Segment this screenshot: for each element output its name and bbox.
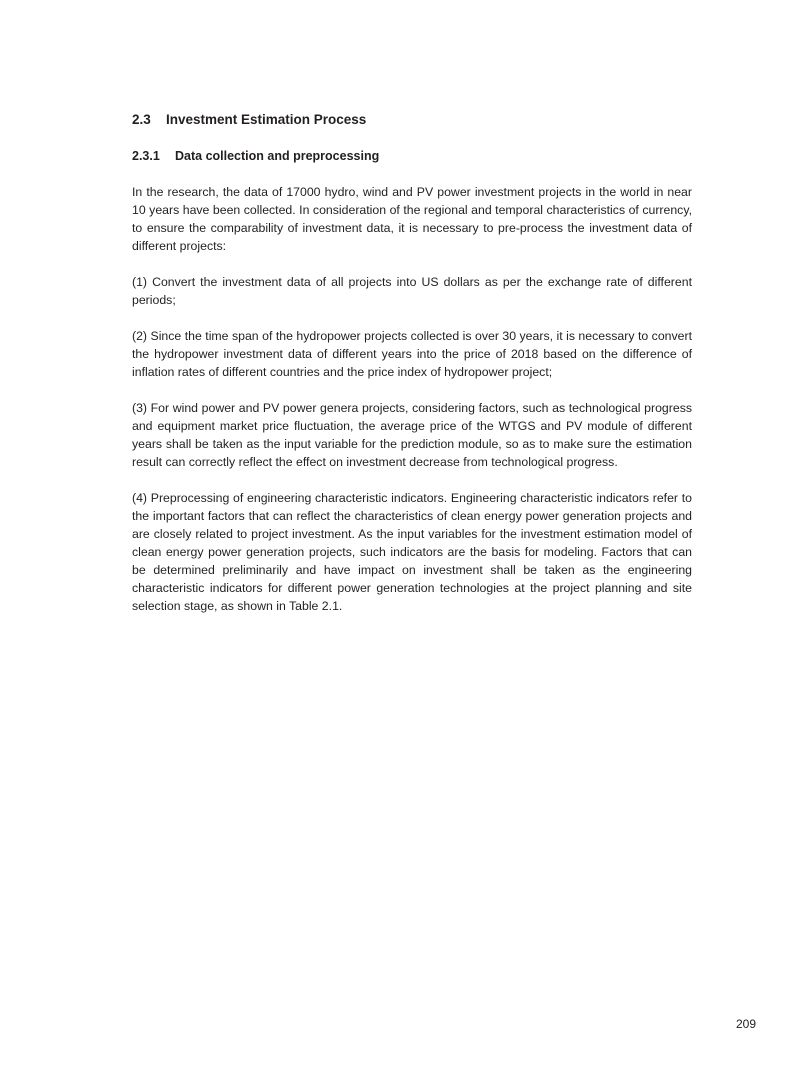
step-3-paragraph: (3) For wind power and PV power genera projects, considering factors, such as technological progress and equipment market price fluctuation, the average price of the WTGS and PV module of different years shall be taken as the input variable for the prediction module, so as to make sure the estimation result can correctly reflect the effect on investment decrease from technological progress. [132,401,692,469]
subsection-heading [132,147,692,165]
section-heading [132,111,692,129]
page-content [132,111,692,633]
section-title: Investment Estimation Process [166,112,367,127]
intro-paragraph: In the research, the data of 17000 hydro, wind and PV power investment projects in the world in near 10 years have been collected. In consideration of the regional and temporal characteristics of currency, to ensure the comparability of investment data, it is necessary to pre-process the investment data of different projects: [132,185,692,253]
section-number: 2.3 [132,112,151,127]
step-4-paragraph: (4) Preprocessing of engineering characteristic indicators. Engineering characteristic indicators refer to the important factors that can reflect the characteristics of clean energy power generation projects and are closely related to project investment. As the input variables for the investment estimation model of clean energy power generation projects, such indicators are the basis for modeling. Factors that can be determined preliminarily and have impact on investment shall be taken as the engineering characteristic indicators for different power generation technologies at the project planning and site selection stage, as shown in Table 2.1. [132,491,692,613]
subsection-number: 2.3.1 [132,149,160,163]
subsection-title: Data collection and preprocessing [175,149,380,163]
step-2-paragraph: (2) Since the time span of the hydropower projects collected is over 30 years, it is necessary to convert the hydropower investment data of different years into the price of 2018 based on the difference of inflation rates of different countries and the price index of hydropower project; [132,329,692,379]
step-1-paragraph: (1) Convert the investment data of all projects into US dollars as per the exchange rate of different periods; [132,275,692,307]
page-number: 209 [735,1017,756,1031]
